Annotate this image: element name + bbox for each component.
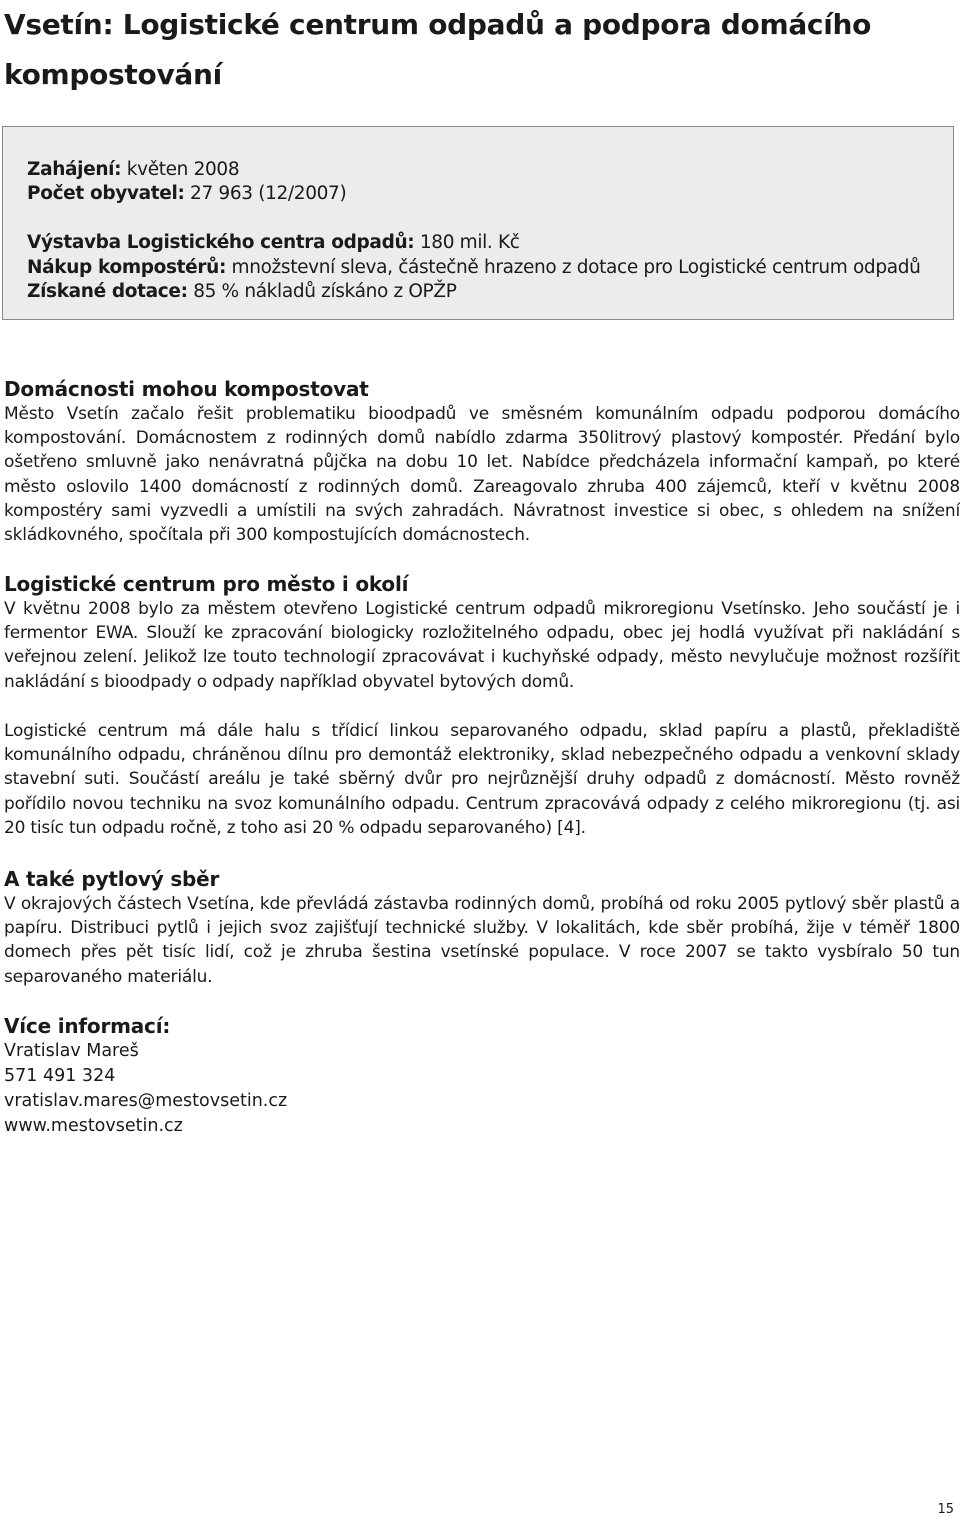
- section-heading: Domácnosti mohou kompostovat: [4, 377, 369, 401]
- page-number: 15: [937, 1502, 954, 1517]
- info-start-label: Zahájení:: [27, 159, 122, 180]
- section-paragraph: Město Vsetín začalo řešit problematiku bioodpadů ve směsném komunálním odpadu podporou domácího kompostování. Domácnostem z rodinných domů nabídlo zdarma 350litrový plastový kompostér. Předání bylo ošetřeno smluvně jako nenávratná půjčka na dobu 10 let. Nabídce předcházela informační kampaň, po které město oslovilo 1400 domácností z rodinných domů. Zareagovalo zhruba 400 zájemců, kteří v květnu 2008 kompostéry sami vyzvedli a umístili na svých zahradách. Návratnost investice si obec, s ohledem na snížení skládkovného, spočítala při 300 kompostujících domácnostech.: [4, 404, 960, 546]
- info-composters: [27, 255, 920, 281]
- section-heading: Logistické centrum pro město i okolí: [4, 572, 409, 596]
- section-logistics-center-details: [4, 719, 960, 840]
- section-home-composting: [4, 376, 960, 547]
- section-paragraph: V květnu 2008 bylo za městem otevřeno Logistické centrum odpadů mikroregionu Vsetínsko. Jeho součástí je i fermentor EWA. Slouží ke zpracování biologicky rozložitelného odpadu, obec jej hodlá využívat při nakládání s veřejnou zelení. Jelikož lze touto technologií zpracovávat i kuchyňské odpady, město nevylučuje možnost rozšířit nakládání s bioodpady o odpady například obyvatel bytových domů.: [4, 599, 960, 692]
- info-population-value: 27 963 (12/2007): [190, 183, 347, 204]
- info-composters-label: Nákup kompostérů:: [27, 257, 227, 278]
- section-logistics-center: [4, 571, 960, 694]
- info-start: [27, 157, 239, 183]
- info-construction-label: Výstavba Logistického centra odpadů:: [27, 232, 415, 253]
- contact-web[interactable]: www.mestovsetin.cz: [4, 1116, 183, 1136]
- info-composters-value: množstevní sleva, částečně hrazeno z dotace pro Logistické centrum odpadů: [231, 257, 921, 278]
- info-population-label: Počet obyvatel:: [27, 183, 185, 204]
- info-subsidies: [27, 279, 457, 305]
- section-paragraph: Logistické centrum má dále halu s třídicí linkou separovaného odpadu, sklad papíru a plastů, překladiště komunálního odpadu, chráněnou dílnu pro demontáž elektroniky, sklad nebezpečného odpadu a venkovní sklady stavební suti. Součástí areálu je také sběrný dvůr pro nejrůznější druhy odpadů z domácností. Město rovněž pořídilo novou techniku na svoz komunálního odpadu. Centrum zpracovává odpady z celého mikroregionu (tj. asi 20 tisíc tun odpadu ročně, z toho asi 20 % odpadu separovaného) [4].: [4, 721, 960, 838]
- contact-block: [4, 1013, 960, 1139]
- info-construction: [27, 230, 520, 256]
- contact-heading: Více informací:: [4, 1014, 171, 1038]
- info-population: [27, 181, 346, 207]
- info-subsidies-value: 85 % nákladů získáno z OPŽP: [193, 281, 457, 302]
- info-start-value: květen 2008: [126, 159, 240, 180]
- section-paragraph: V okrajových částech Vsetína, kde převládá zástavba rodinných domů, probíhá od roku 2005 pytlový sběr plastů a papíru. Distribuci pytlů i jejich svoz zajišťují technické služby. V lokalitách, kde sběr probíhá, žije v téměř 1800 domech přes pět tisíc lidí, což je zhruba šestina vsetínské populace. V roce 2007 se takto vysbíralo 50 tun separovaného materiálu.: [4, 894, 960, 987]
- contact-email[interactable]: vratislav.mares@mestovsetin.cz: [4, 1091, 288, 1111]
- info-subsidies-label: Získané dotace:: [27, 281, 188, 302]
- info-box: [2, 126, 954, 320]
- page-title: Vsetín: Logistické centrum odpadů a podpora domácího kompostování: [4, 8, 872, 91]
- info-construction-value: 180 mil. Kč: [419, 232, 520, 253]
- contact-phone: 571 491 324: [4, 1066, 116, 1086]
- contact-name: Vratislav Mareš: [4, 1041, 139, 1061]
- section-heading: A také pytlový sběr: [4, 867, 220, 891]
- section-bag-collection: [4, 866, 960, 989]
